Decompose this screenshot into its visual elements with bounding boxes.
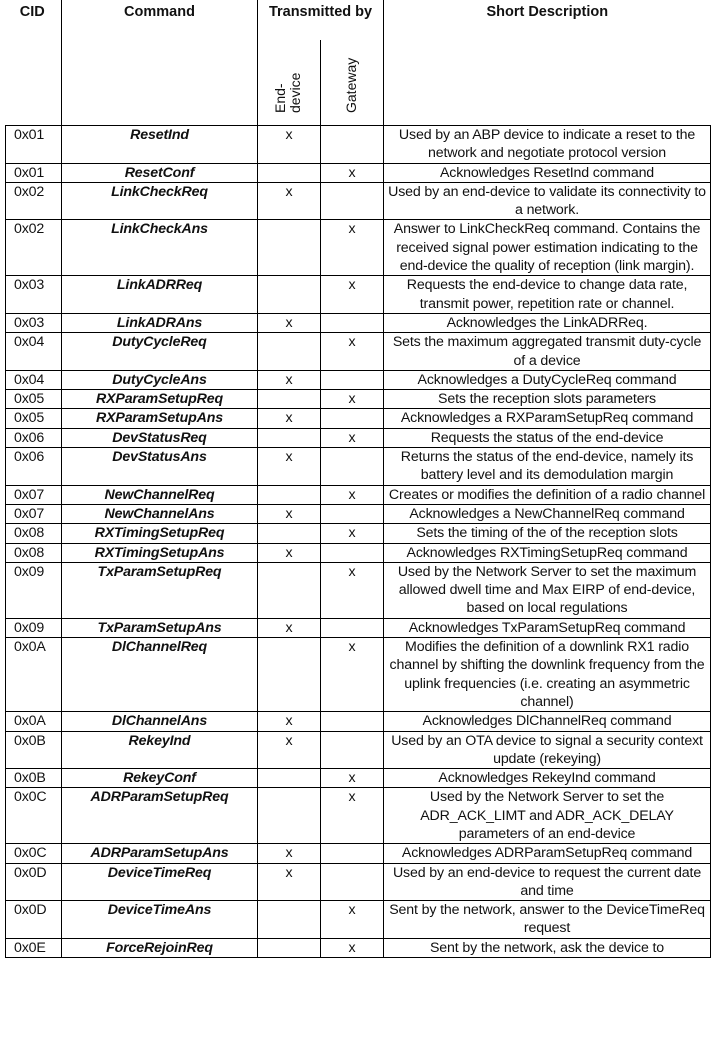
cell-command: DutyCycleAns [62,370,258,389]
cell-cid: 0x0B [6,731,62,769]
cell-cid: 0x08 [6,543,62,562]
cell-description: Acknowledges a RXParamSetupReq command [384,409,711,428]
cell-command: DeviceTimeReq [62,863,258,901]
table-row [6,562,711,618]
table-row [6,769,711,788]
cell-end-device [258,220,321,276]
cell-command: ForceRejoinReq [62,938,258,957]
table-row [6,618,711,637]
cell-gateway [321,370,384,389]
cell-description: Acknowledges DlChannelReq command [384,712,711,731]
cell-command: RXTimingSetupAns [62,543,258,562]
cell-end-device: x [258,618,321,637]
table-row [6,712,711,731]
cell-end-device: x [258,543,321,562]
cell-description: Modifies the definition of a downlink RX1 radio channel by shifting the downlink frequency from the uplink frequencies (i.e. creating an asymmetric channel) [384,638,711,712]
cell-gateway [321,863,384,901]
cell-cid: 0x03 [6,276,62,314]
cell-command: ResetConf [62,163,258,182]
table-row [6,276,711,314]
cell-cid: 0x06 [6,428,62,447]
cell-end-device: x [258,712,321,731]
mac-command-table [5,0,711,958]
header-command: Command [62,0,258,126]
table-row [6,485,711,504]
cell-gateway [321,712,384,731]
cell-description: Acknowledges TxParamSetupReq command [384,618,711,637]
cell-cid: 0x0D [6,901,62,939]
cell-gateway: x [321,562,384,618]
cell-gateway: x [321,901,384,939]
cell-cid: 0x02 [6,220,62,276]
cell-description: Sets the timing of the of the reception slots [384,524,711,543]
cell-description: Sets the maximum aggregated transmit duty-cycle of a device [384,333,711,371]
cell-end-device [258,938,321,957]
cell-end-device [258,769,321,788]
cell-description: Acknowledges a DutyCycleReq command [384,370,711,389]
cell-end-device [258,390,321,409]
cell-end-device [258,163,321,182]
cell-cid: 0x04 [6,370,62,389]
cell-end-device: x [258,126,321,164]
cell-description: Sent by the network, answer to the DeviceTimeReq request [384,901,711,939]
cell-cid: 0x07 [6,485,62,504]
table-row [6,504,711,523]
cell-command: RekeyConf [62,769,258,788]
cell-cid: 0x0D [6,863,62,901]
cell-gateway: x [321,769,384,788]
header-transmitted-by: Transmitted by [258,0,384,40]
header-gateway [321,40,384,126]
cell-description: Sets the reception slots parameters [384,390,711,409]
cell-cid: 0x01 [6,163,62,182]
cell-gateway: x [321,524,384,543]
table-row [6,313,711,332]
header-short-description: Short Description [384,0,711,126]
table-row [6,182,711,220]
cell-gateway [321,618,384,637]
cell-command: NewChannelAns [62,504,258,523]
table-row [6,390,711,409]
cell-end-device [258,901,321,939]
cell-command: DlChannelReq [62,638,258,712]
cell-gateway [321,313,384,332]
table-row [6,524,711,543]
cell-gateway: x [321,428,384,447]
cell-end-device [258,428,321,447]
table-row [6,731,711,769]
cell-gateway: x [321,333,384,371]
table-row [6,126,711,164]
mac-command-table-container [5,0,711,958]
cell-gateway: x [321,938,384,957]
cell-command: LinkADRAns [62,313,258,332]
cell-command: TxParamSetupReq [62,562,258,618]
cell-gateway [321,126,384,164]
table-row [6,220,711,276]
cell-cid: 0x07 [6,504,62,523]
cell-cid: 0x01 [6,126,62,164]
table-row [6,938,711,957]
cell-gateway: x [321,220,384,276]
cell-description: Acknowledges ResetInd command [384,163,711,182]
table-row [6,844,711,863]
cell-gateway: x [321,788,384,844]
table-row [6,901,711,939]
cell-description: Returns the status of the end-device, namely its battery level and its demodulation margin [384,448,711,486]
table-row [6,163,711,182]
table-row [6,863,711,901]
cell-cid: 0x08 [6,524,62,543]
cell-end-device [258,524,321,543]
cell-cid: 0x03 [6,313,62,332]
cell-description: Answer to LinkCheckReq command. Contains the received signal power estimation indicating to the end-device the quality of reception (link margin). [384,220,711,276]
table-row [6,638,711,712]
cell-command: RekeyInd [62,731,258,769]
cell-command: TxParamSetupAns [62,618,258,637]
cell-command: LinkCheckAns [62,220,258,276]
cell-command: RXParamSetupAns [62,409,258,428]
cell-description: Sent by the network, ask the device to [384,938,711,957]
cell-end-device: x [258,313,321,332]
cell-gateway [321,731,384,769]
cell-cid: 0x0E [6,938,62,957]
cell-cid: 0x0A [6,712,62,731]
cell-description: Used by an ABP device to indicate a reset to the network and negotiate protocol version [384,126,711,164]
cell-gateway: x [321,163,384,182]
cell-cid: 0x0C [6,844,62,863]
cell-command: DutyCycleReq [62,333,258,371]
header-cid: CID [19,4,45,20]
cell-cid: 0x09 [6,618,62,637]
cell-end-device: x [258,731,321,769]
cell-cid: 0x0B [6,769,62,788]
cell-description: Used by the Network Server to set the ADR_ACK_LIMT and ADR_ACK_DELAY parameters of an end-device [384,788,711,844]
cell-gateway: x [321,638,384,712]
cell-description: Requests the end-device to change data rate, transmit power, repetition rate or channel. [384,276,711,314]
cell-end-device [258,638,321,712]
table-row [6,448,711,486]
cell-gateway: x [321,276,384,314]
cell-gateway [321,409,384,428]
cell-description: Used by the Network Server to set the maximum allowed dwell time and Max EIRP of end-device, based on local regulations [384,562,711,618]
table-body [6,126,711,958]
cell-description: Acknowledges RekeyInd command [384,769,711,788]
cell-gateway: x [321,485,384,504]
cell-command: LinkCheckReq [62,182,258,220]
cell-gateway [321,844,384,863]
cell-gateway [321,448,384,486]
cell-end-device: x [258,448,321,486]
cell-gateway [321,504,384,523]
cell-cid: 0x02 [6,182,62,220]
cell-description: Used by an end-device to request the current date and time [384,863,711,901]
cell-end-device: x [258,863,321,901]
cell-command: DevStatusAns [62,448,258,486]
cell-cid: 0x0C [6,788,62,844]
cell-command: DeviceTimeAns [62,901,258,939]
cell-description: Creates or modifies the definition of a radio channel [384,485,711,504]
header-gateway-label: Gateway [343,57,359,113]
cell-command: ADRParamSetupAns [62,844,258,863]
cell-description: Used by an OTA device to signal a security context update (rekeying) [384,731,711,769]
cell-end-device [258,788,321,844]
cell-end-device [258,276,321,314]
table-row [6,409,711,428]
cell-gateway [321,182,384,220]
cell-end-device [258,485,321,504]
cell-end-device [258,333,321,371]
cell-cid: 0x0A [6,638,62,712]
table-row [6,428,711,447]
cell-command: RXParamSetupReq [62,390,258,409]
cell-cid: 0x05 [6,390,62,409]
cell-command: DevStatusReq [62,428,258,447]
cell-cid: 0x06 [6,448,62,486]
cell-command: ResetInd [62,126,258,164]
cell-description: Used by an end-device to validate its connectivity to a network. [384,182,711,220]
cell-end-device: x [258,504,321,523]
cell-description: Acknowledges RXTimingSetupReq command [384,543,711,562]
cell-cid: 0x04 [6,333,62,371]
cell-description: Acknowledges ADRParamSetupReq command [384,844,711,863]
cell-command: ADRParamSetupReq [62,788,258,844]
cell-end-device: x [258,370,321,389]
cell-end-device [258,562,321,618]
cell-command: LinkADRReq [62,276,258,314]
cell-cid: 0x05 [6,409,62,428]
cell-description: Acknowledges the LinkADRReq. [384,313,711,332]
cell-command: DlChannelAns [62,712,258,731]
cell-end-device: x [258,409,321,428]
table-row [6,543,711,562]
cell-end-device: x [258,182,321,220]
table-header [6,0,711,126]
cell-cid: 0x09 [6,562,62,618]
table-row [6,788,711,844]
cell-command: RXTimingSetupReq [62,524,258,543]
cell-description: Requests the status of the end-device [384,428,711,447]
table-row [6,333,711,371]
cell-gateway [321,543,384,562]
cell-command: NewChannelReq [62,485,258,504]
cell-gateway: x [321,390,384,409]
header-end-device [258,40,321,126]
cell-description: Acknowledges a NewChannelReq command [384,504,711,523]
cell-end-device: x [258,844,321,863]
table-row [6,370,711,389]
header-end-device-label: End- device [272,72,303,113]
